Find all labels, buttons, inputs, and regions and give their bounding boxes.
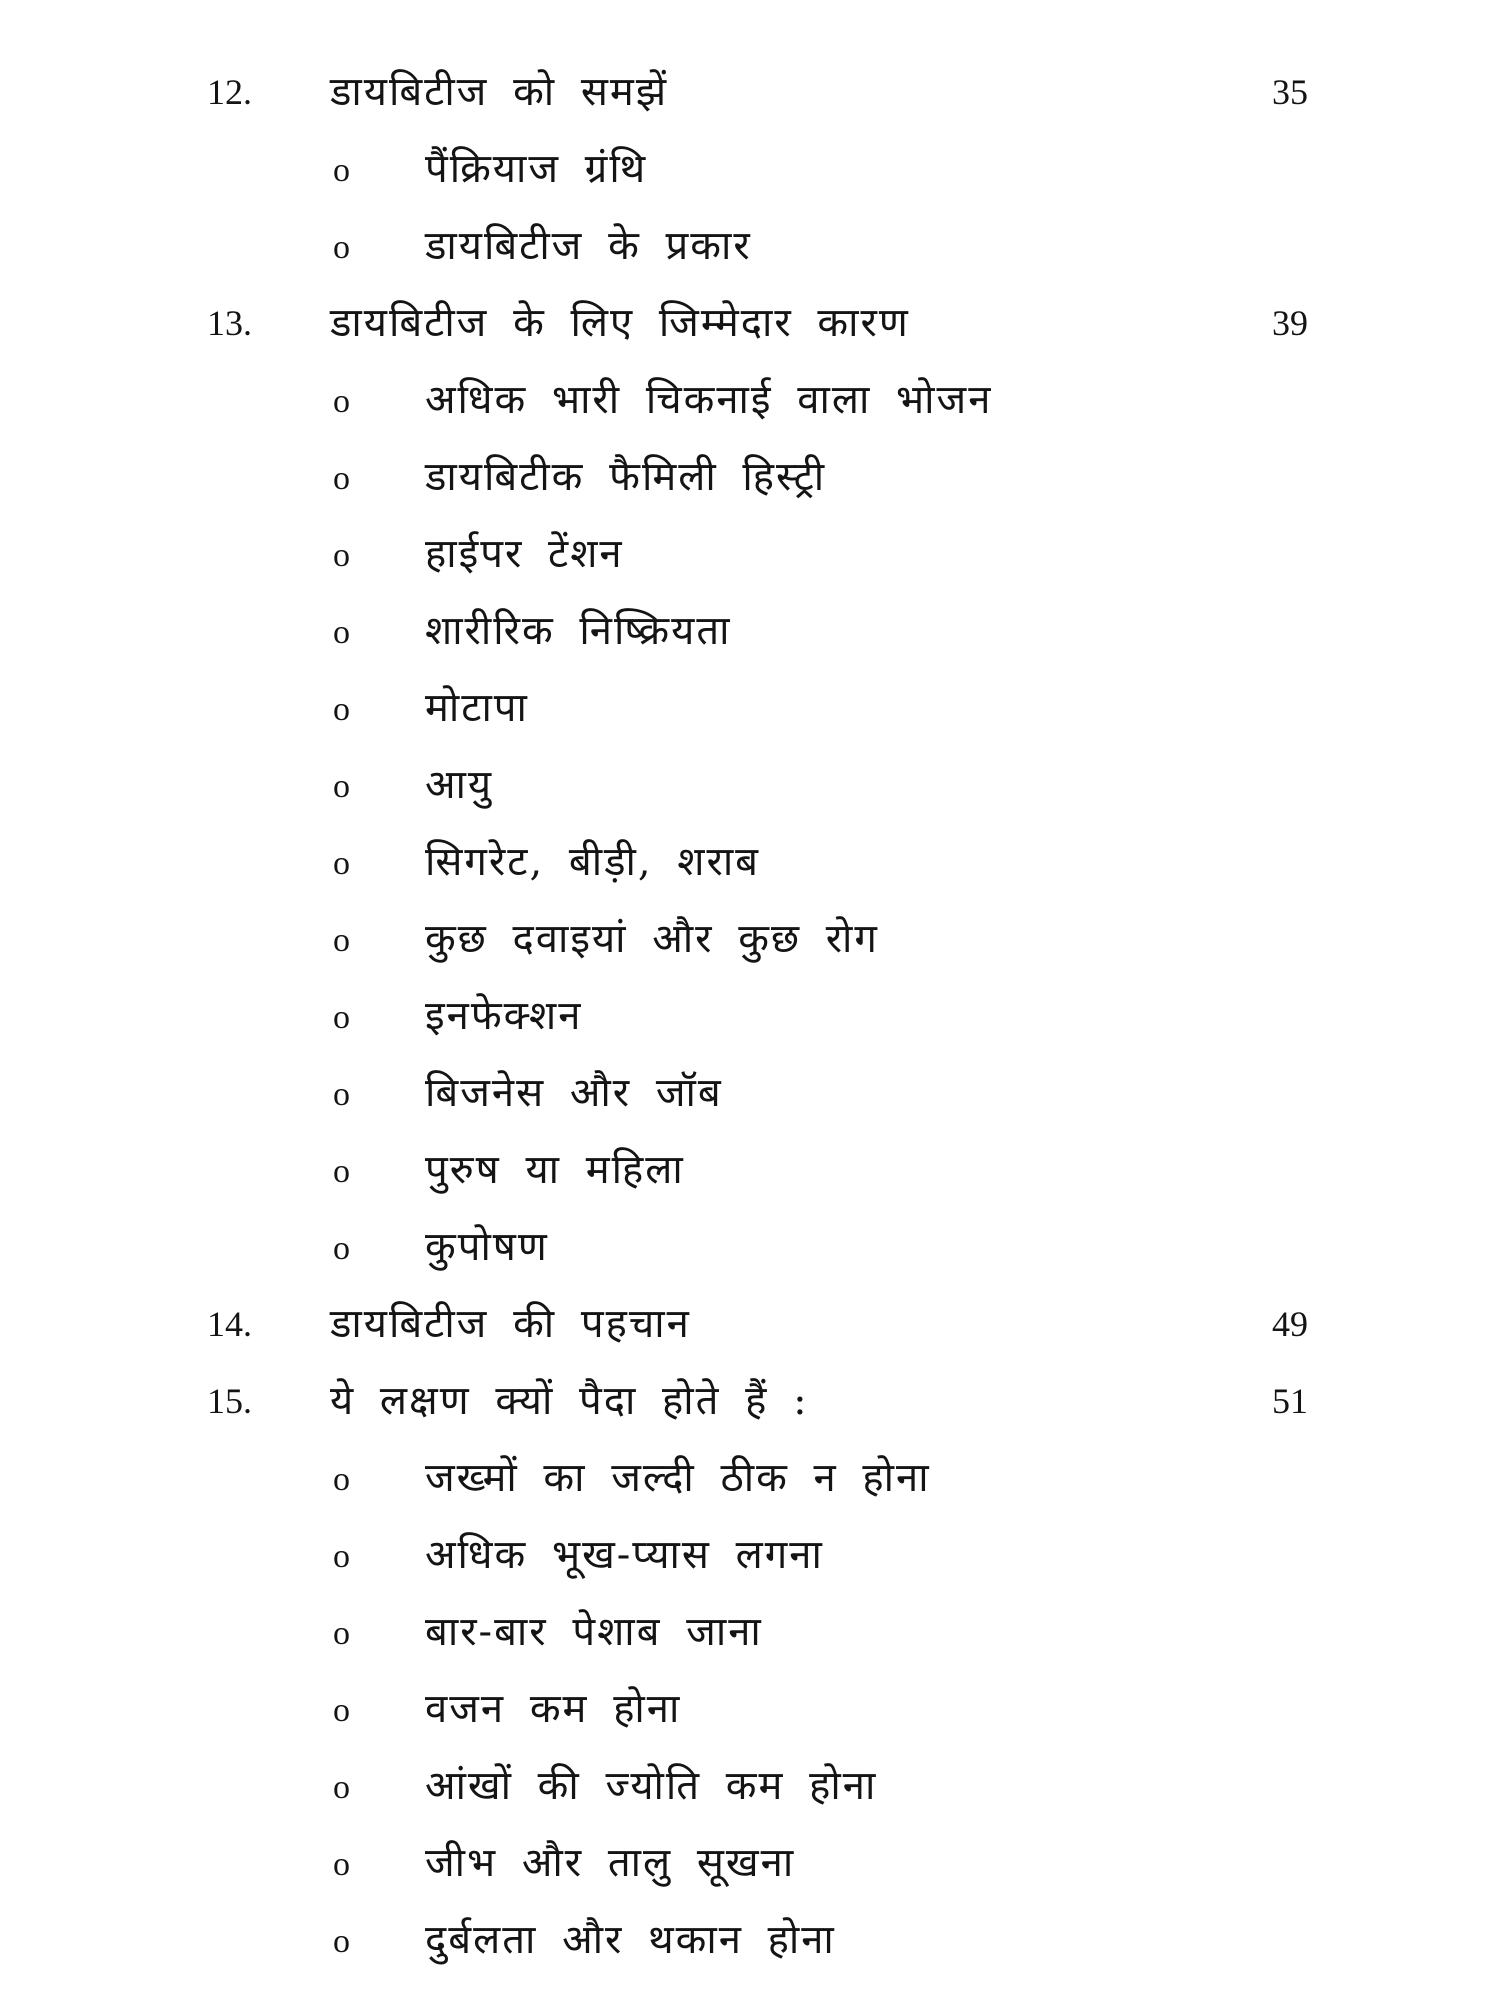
toc-entry-12 bbox=[0, 62, 1500, 122]
toc-subitem bbox=[0, 832, 1500, 892]
bullet-icon: o bbox=[333, 1461, 350, 1498]
toc-subitem bbox=[0, 216, 1500, 276]
subitem-text: हाईपर टेंशन bbox=[425, 531, 624, 577]
bullet-icon: o bbox=[333, 999, 350, 1036]
toc-subitem bbox=[0, 447, 1500, 507]
toc-entry-15 bbox=[0, 1371, 1500, 1431]
toc-subitem bbox=[0, 139, 1500, 199]
toc-subitem bbox=[0, 1063, 1500, 1123]
subitem-text: कुछ दवाइयां और कुछ रोग bbox=[425, 916, 879, 962]
bullet-icon: o bbox=[333, 1923, 350, 1960]
bullet-icon: o bbox=[333, 845, 350, 882]
subitem-text: मोटापा bbox=[425, 685, 529, 731]
toc-subitem bbox=[0, 1679, 1500, 1739]
section-title: ये लक्षण क्यों पैदा होते हैं : bbox=[330, 1378, 809, 1424]
toc-subitem bbox=[0, 1833, 1500, 1893]
subitem-text: वजन कम होना bbox=[425, 1686, 682, 1732]
toc-subitem bbox=[0, 1910, 1500, 1970]
subitem-text: इनफेक्शन bbox=[425, 993, 583, 1039]
subitem-text: बार-बार पेशाब जाना bbox=[425, 1609, 763, 1655]
bullet-icon: o bbox=[333, 1615, 350, 1652]
toc-subitem bbox=[0, 909, 1500, 969]
bullet-icon: o bbox=[333, 922, 350, 959]
toc-subitem bbox=[0, 1525, 1500, 1585]
bullet-icon: o bbox=[333, 614, 350, 651]
subitem-text: आयु bbox=[425, 762, 494, 808]
toc-subitem bbox=[0, 1217, 1500, 1277]
subitem-text: आंखों की ज्योति कम होना bbox=[425, 1763, 878, 1809]
bullet-icon: o bbox=[333, 691, 350, 728]
section-number: 12. bbox=[207, 72, 252, 112]
bullet-icon: o bbox=[333, 768, 350, 805]
page-number: 39 bbox=[1272, 303, 1308, 343]
section-title: डायबिटीज को समझें bbox=[330, 69, 669, 115]
toc-subitem bbox=[0, 1140, 1500, 1200]
page-number: 49 bbox=[1272, 1304, 1308, 1344]
bullet-icon: o bbox=[333, 1538, 350, 1575]
toc-subitem bbox=[0, 1448, 1500, 1508]
toc-subitem bbox=[0, 1756, 1500, 1816]
toc-subitem bbox=[0, 986, 1500, 1046]
bullet-icon: o bbox=[333, 1153, 350, 1190]
section-number: 13. bbox=[207, 303, 252, 343]
subitem-text: पैंक्रियाज ग्रंथि bbox=[425, 146, 648, 192]
toc-subitem bbox=[0, 1602, 1500, 1662]
toc-entry-13 bbox=[0, 293, 1500, 353]
section-number: 15. bbox=[207, 1381, 252, 1421]
section-title: डायबिटीज की पहचान bbox=[330, 1301, 691, 1347]
subitem-text: दुर्बलता और थकान होना bbox=[425, 1917, 836, 1963]
subitem-text: जख्मों का जल्दी ठीक न होना bbox=[425, 1455, 931, 1501]
subitem-text: शारीरिक निष्क्रियता bbox=[425, 608, 732, 654]
subitem-text: अधिक भूख-प्यास लगना bbox=[425, 1532, 824, 1578]
subitem-text: कुपोषण bbox=[425, 1224, 549, 1270]
bullet-icon: o bbox=[333, 1076, 350, 1113]
bullet-icon: o bbox=[333, 1692, 350, 1729]
toc-subitem bbox=[0, 524, 1500, 584]
bullet-icon: o bbox=[333, 1230, 350, 1267]
bullet-icon: o bbox=[333, 1846, 350, 1883]
subitem-text: डायबिटीज के प्रकार bbox=[425, 223, 752, 269]
bullet-icon: o bbox=[333, 229, 350, 266]
toc-subitem bbox=[0, 601, 1500, 661]
section-title: डायबिटीज के लिए जिम्मेदार कारण bbox=[330, 300, 910, 346]
subitem-text: जीभ और तालु सूखना bbox=[425, 1840, 796, 1886]
page-number: 51 bbox=[1272, 1381, 1308, 1421]
bullet-icon: o bbox=[333, 537, 350, 574]
bullet-icon: o bbox=[333, 1769, 350, 1806]
bullet-icon: o bbox=[333, 383, 350, 420]
toc-subitem bbox=[0, 755, 1500, 815]
page-number: 35 bbox=[1272, 72, 1308, 112]
toc-subitem bbox=[0, 678, 1500, 738]
toc-subitem bbox=[0, 370, 1500, 430]
subitem-text: अधिक भारी चिकनाई वाला भोजन bbox=[425, 377, 993, 423]
bullet-icon: o bbox=[333, 460, 350, 497]
subitem-text: सिगरेट, बीड़ी, शराब bbox=[425, 839, 761, 885]
section-number: 14. bbox=[207, 1304, 252, 1344]
toc-entry-14 bbox=[0, 1294, 1500, 1354]
bullet-icon: o bbox=[333, 152, 350, 189]
subitem-text: बिजनेस और जॉब bbox=[425, 1070, 723, 1116]
subitem-text: पुरुष या महिला bbox=[425, 1147, 685, 1193]
subitem-text: डायबिटीक फैमिली हिस्ट्री bbox=[425, 454, 827, 500]
